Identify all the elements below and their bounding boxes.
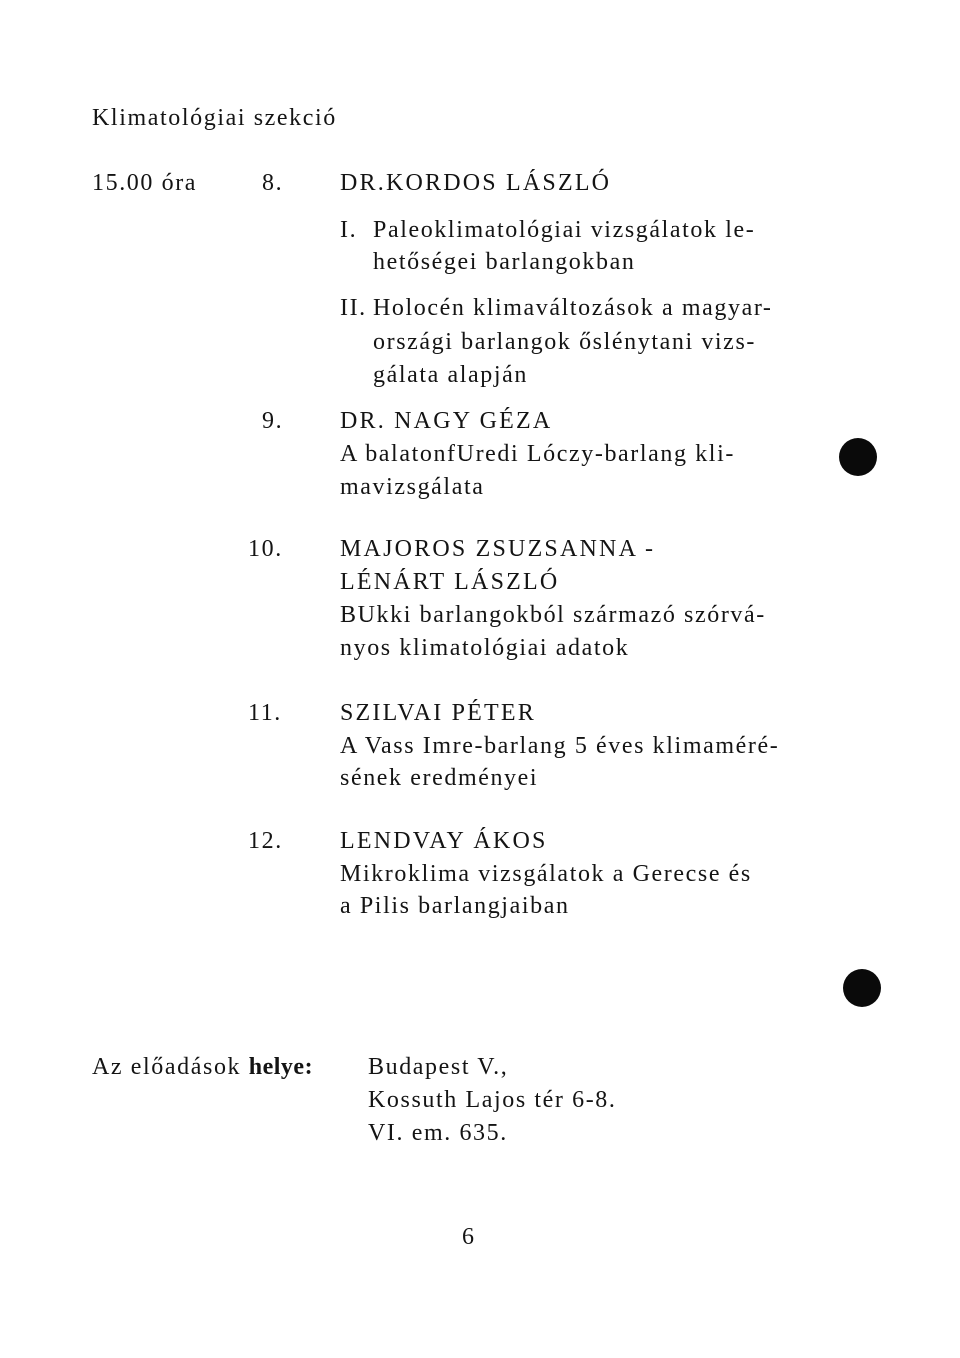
speaker-name: DR. NAGY GÉZA [340,408,553,434]
talk-title-line: Mikroklima vizsgálatok a Gerecse és [340,861,752,887]
page-number: 6 [462,1224,476,1250]
subtitle-numeral: I. [340,217,358,243]
talk-number: 10. [248,536,283,562]
punch-hole-mark [843,969,881,1007]
venue-label-text: Az előadások [92,1054,242,1080]
speaker-name: MAJOROS ZSUZSANNA - [340,536,656,562]
speaker-name: SZILVAI PÉTER [340,700,536,726]
venue-line: Budapest V., [368,1054,509,1080]
talk-title-line: sének eredményei [340,765,539,791]
venue-line: VI. em. 635. [368,1120,508,1146]
punch-hole-mark [839,438,877,476]
speaker-name: LENDVAY ÁKOS [340,828,548,854]
talk-number: 11. [248,700,282,726]
talk-title-line: nyos klimatológiai adatok [340,635,630,661]
section-title: Klimatológiai szekció [92,105,337,131]
talk-number: 9. [262,408,284,434]
talk-title-line: gálata alapján [373,362,528,388]
talk-title-line: BUkki barlangokból származó szórvá- [340,602,766,628]
talk-number: 12. [248,828,283,854]
talk-title-line: országi barlangok őslénytani vizs- [373,329,756,355]
talk-title-line: Holocén klimaváltozások a magyar- [373,295,773,321]
talk-title-line: mavizsgálata [340,474,485,500]
talk-number: 8. [262,170,284,196]
venue-label [92,1051,313,1083]
venue-line: Kossuth Lajos tér 6-8. [368,1087,617,1113]
talk-title-line: Paleoklimatológiai vizsgálatok le- [373,217,756,243]
talk-title-line: A Vass Imre-barlang 5 éves klimaméré- [340,733,780,759]
venue-label-bold: helye: [248,1054,314,1080]
talk-title-line: a Pilis barlangjaiban [340,893,570,919]
talk-title-line: A balatonfUredi Lóczy-barlang kli- [340,441,735,467]
talk-title-line: hetőségei barlangokban [373,249,636,275]
session-time: 15.00 óra [92,170,198,196]
subtitle-numeral: II. [340,295,367,321]
speaker-name: LÉNÁRT LÁSZLÓ [340,569,560,595]
speaker-name: DR.KORDOS LÁSZLÓ [340,170,612,196]
